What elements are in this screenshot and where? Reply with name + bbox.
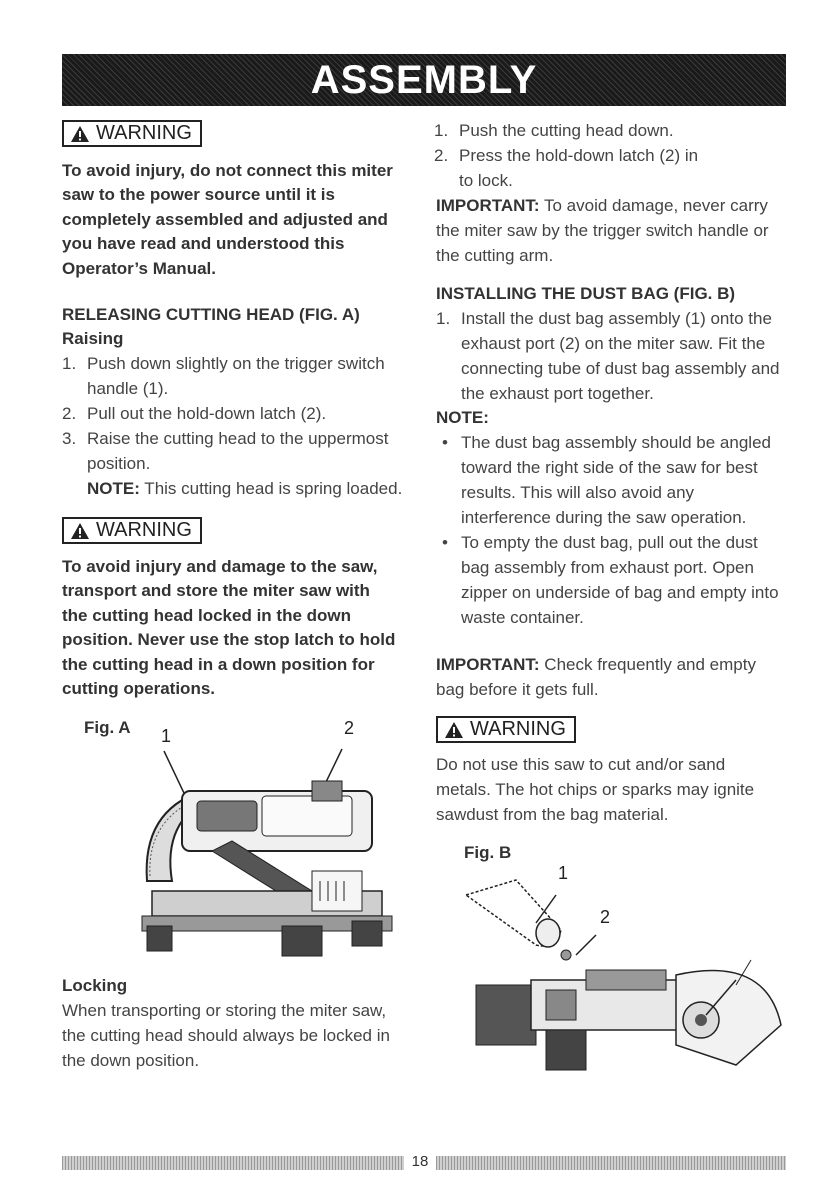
figure-a-label: Fig. A (84, 717, 131, 737)
footer-bar-left (62, 1156, 404, 1170)
callout-2: 2 (344, 717, 355, 738)
note-spring-loaded: NOTE: This cutting head is spring loaded. (87, 479, 403, 498)
warning-box-1 (62, 120, 202, 147)
locking-text: When transporting or storing the miter saw, the cutting head should always be locked in the down position. (62, 1000, 390, 1070)
page-number: 18 (411, 1153, 429, 1170)
subsection-title-locking: Locking (62, 975, 128, 995)
note-bullets (436, 430, 786, 630)
warning-triangle-icon (70, 522, 90, 540)
warning-box-2 (62, 517, 202, 544)
section-title-dust-bag: INSTALLING THE DUST BAG (FIG. B) (436, 284, 736, 303)
list-item: 3. Raise the cutting head to the uppermost position. NOTE: This cutting head is spring loaded. (62, 426, 412, 501)
figure-a (62, 716, 412, 966)
list-item: 1. Push down slightly on the trigger switch handle (1). (62, 354, 385, 398)
note-label: NOTE: (436, 408, 489, 427)
list-item: • The dust bag assembly should be angled toward the right side of the saw for best results. This will also avoid any interference during the saw operation. (442, 433, 771, 527)
list-item: • To empty the dust bag, pull out the dust bag assembly from exhaust port. Open zipper on underside of bag and empty into waste container. (442, 533, 779, 627)
section-title-releasing: RELEASING CUTTING HEAD (FIG. A) (62, 305, 360, 324)
list-item: 1. Install the dust bag assembly (1) onto the exhaust port (2) on the miter saw. Fit the connecting tube of dust bag assembly and the exhaust port together. (436, 309, 780, 403)
list-item: 1. Push the cutting head down. (434, 121, 674, 140)
figure-b-label: Fig. B (464, 842, 512, 862)
right-column (436, 118, 786, 1085)
warning-triangle-icon (70, 125, 90, 143)
callout-1: 1 (558, 862, 569, 883)
subsection-title-raising: Raising (62, 329, 124, 348)
warning-label: WARNING (96, 122, 192, 144)
warning-text-1: To avoid injury, do not connect this miter saw to the power source until it is completely assembled and adjusted and you have read and understood this Operator’s Manual. (62, 160, 393, 278)
callout-1: 1 (161, 725, 172, 746)
warning-label: WARNING (470, 718, 566, 740)
warning-text-3: Do not use this saw to cut and/or sand metals. The hot chips or sparks may ignite sawdust from the bag material. (436, 754, 755, 824)
warning-text-2: To avoid injury and damage to the saw, transport and store the miter saw with the cutting head locked in the down position. Never use the stop latch to hold the cutting head in a down position for cutting operations. (62, 556, 396, 698)
warning-box-3 (436, 716, 576, 743)
list-item: 2. Pull out the hold-down latch (2). (62, 404, 327, 423)
locking-steps (434, 118, 786, 193)
miter-saw-figure-b (436, 875, 786, 1075)
important-note-2: IMPORTANT: Check frequently and empty bag before it gets full. (436, 655, 756, 699)
callout-2: 2 (600, 906, 611, 927)
figure-b (436, 835, 786, 1085)
warning-label: WARNING (96, 519, 192, 541)
header-banner (62, 54, 786, 106)
miter-saw-figure-a (62, 741, 412, 961)
warning-triangle-icon (444, 721, 464, 739)
install-steps (436, 306, 786, 406)
footer-bar-right (436, 1156, 786, 1170)
important-note-1: IMPORTANT: To avoid damage, never carry the miter saw by the trigger switch handle or the cutting arm. (436, 196, 769, 265)
page-title: ASSEMBLY (310, 57, 538, 102)
raising-steps (62, 351, 412, 501)
list-item: 2. Press the hold-down latch (2) in to lock. (434, 146, 699, 190)
left-column (62, 118, 412, 1073)
